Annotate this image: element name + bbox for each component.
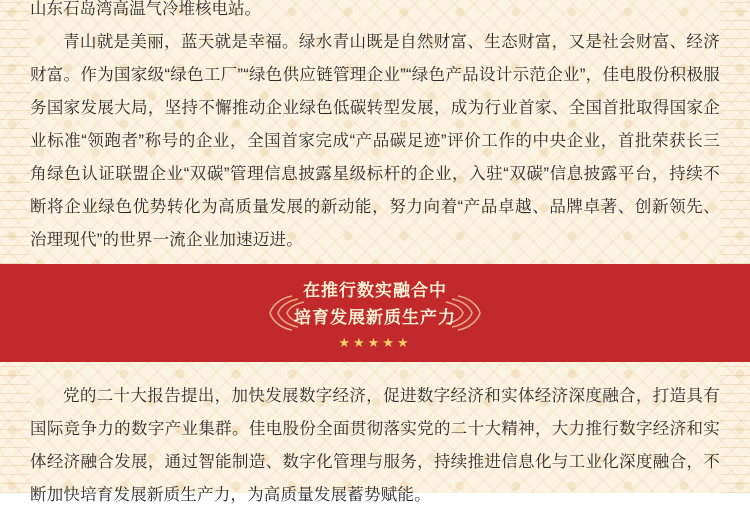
section-banner [0, 264, 750, 362]
bottom-content-panel [0, 362, 750, 504]
banner-content [0, 264, 750, 362]
bottom-paragraph: 党的二十大报告提出，加快发展数字经济，促进数字经济和实体经济深度融合，打造具有国际竞争力的数字产业集群。佳电股份全面贯彻落实党的二十大精神，大力推行数字经济和实体经济融合发展，通过智能制造、数字化管理与服务，持续推进信息化与工业化深度融合，不断加快培育发展新质生产力，为高质量发展蓄势赋能。 [30, 387, 720, 504]
banner-title-line-2: 培育发展新质生产力 [294, 308, 456, 327]
star-rating-decoration: ★★★★★ [338, 335, 412, 350]
truncated-line [30, 0, 720, 26]
banner-title-line-1: 在推行数实融合中 [303, 281, 447, 300]
truncated-line-text: 山东石岛湾高温气冷堆核电站。 [30, 0, 261, 18]
top-paragraph: 青山就是美丽，蓝天就是幸福。绿水青山既是自然财富、生态财富，又是社会财富、经济财富。作为国家级“绿色工厂”“绿色供应链管理企业”“绿色产品设计示范企业”，佳电股份积极服务国家发展大局，坚持不懈推动企业绿色低碳转型发展，成为行业首家、全国首批取得国家企业标准“领跑者”称号的企业，全国首家完成“产品碳足迹”评价工作的中央企业，首批荣获长三角绿色认证联盟企业“双碳”管理信息披露星级标杆的企业，入驻“双碳”信息披露平台，持续不断将企业绿色优势转化为高质量发展的新动能，努力向着“产品卓越、品牌卓著、创新领先、治理现代”的世界一流企业加速迈进。 [30, 33, 720, 249]
